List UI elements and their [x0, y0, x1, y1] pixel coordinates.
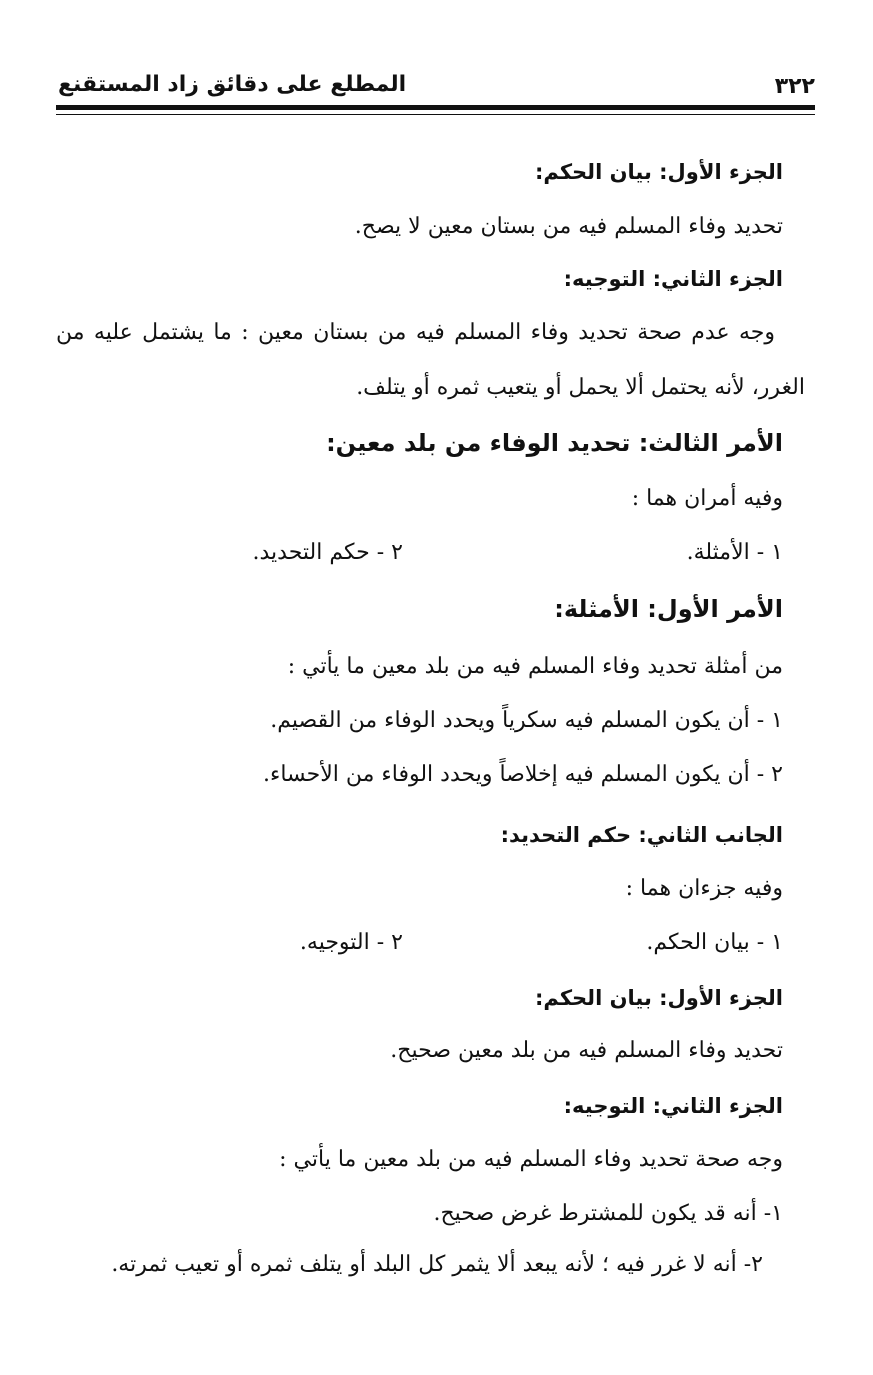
part1-text: تحديد وفاء المسلم فيه من بستان معين لا يصح.	[354, 214, 783, 239]
ruling-part2-heading: الجزء الثاني: التوجيه:	[563, 1094, 783, 1118]
examples-intro: من أمثلة تحديد وفاء المسلم فيه من بلد معين ما يأتي :	[287, 654, 783, 679]
section3-intro: وفيه أمران هما :	[631, 486, 783, 511]
part2-heading: الجزء الثاني: التوجيه:	[563, 267, 783, 291]
section3-item-2: ٢ - حكم التحديد.	[252, 540, 403, 565]
ruling-intro: وفيه جزءان هما :	[625, 876, 783, 901]
section3-heading: الأمر الثالث: تحديد الوفاء من بلد معين:	[326, 429, 783, 457]
header-rule	[56, 105, 815, 110]
part2-text-line2: الغرر، لأنه يحتمل ألا يحمل أو يتعيب ثمره أو يتلف.	[356, 375, 805, 400]
section3-item-1: ١ - الأمثلة.	[686, 540, 783, 565]
ruling-part2-point-2: ٢- أنه لا غرر فيه ؛ لأنه يبعد ألا يثمر كل البلد أو يتلف ثمره أو تعيب ثمرته.	[111, 1252, 763, 1277]
page-number: ٣٢٢	[774, 74, 815, 99]
ruling-part2-intro: وجه صحة تحديد وفاء المسلم فيه من بلد معين ما يأتي :	[279, 1147, 783, 1172]
ruling-item-2: ٢ - التوجيه.	[299, 930, 403, 955]
ruling-part1-heading: الجزء الأول: بيان الحكم:	[534, 986, 783, 1010]
example-1: ١ - أن يكون المسلم فيه سكرياً ويحدد الوفاء من القصيم.	[270, 708, 783, 733]
ruling-part1-text: تحديد وفاء المسلم فيه من بلد معين صحيح.	[390, 1038, 783, 1063]
header-rule-thin	[56, 114, 815, 115]
ruling-heading: الجانب الثاني: حكم التحديد:	[500, 823, 783, 847]
ruling-part2-point-1: ١- أنه قد يكون للمشترط غرض صحيح.	[433, 1201, 783, 1226]
part2-text-line1: وجه عدم صحة تحديد وفاء المسلم فيه من بستان معين : ما يشتمل عليه من	[56, 320, 776, 345]
examples-heading: الأمر الأول: الأمثلة:	[554, 595, 783, 623]
ruling-item-1: ١ - بيان الحكم.	[646, 930, 783, 955]
example-2: ٢ - أن يكون المسلم فيه إخلاصاً ويحدد الوفاء من الأحساء.	[262, 762, 783, 787]
book-title: المطلع على دقائق زاد المستقنع	[58, 72, 407, 97]
part1-heading: الجزء الأول: بيان الحكم:	[534, 160, 783, 184]
